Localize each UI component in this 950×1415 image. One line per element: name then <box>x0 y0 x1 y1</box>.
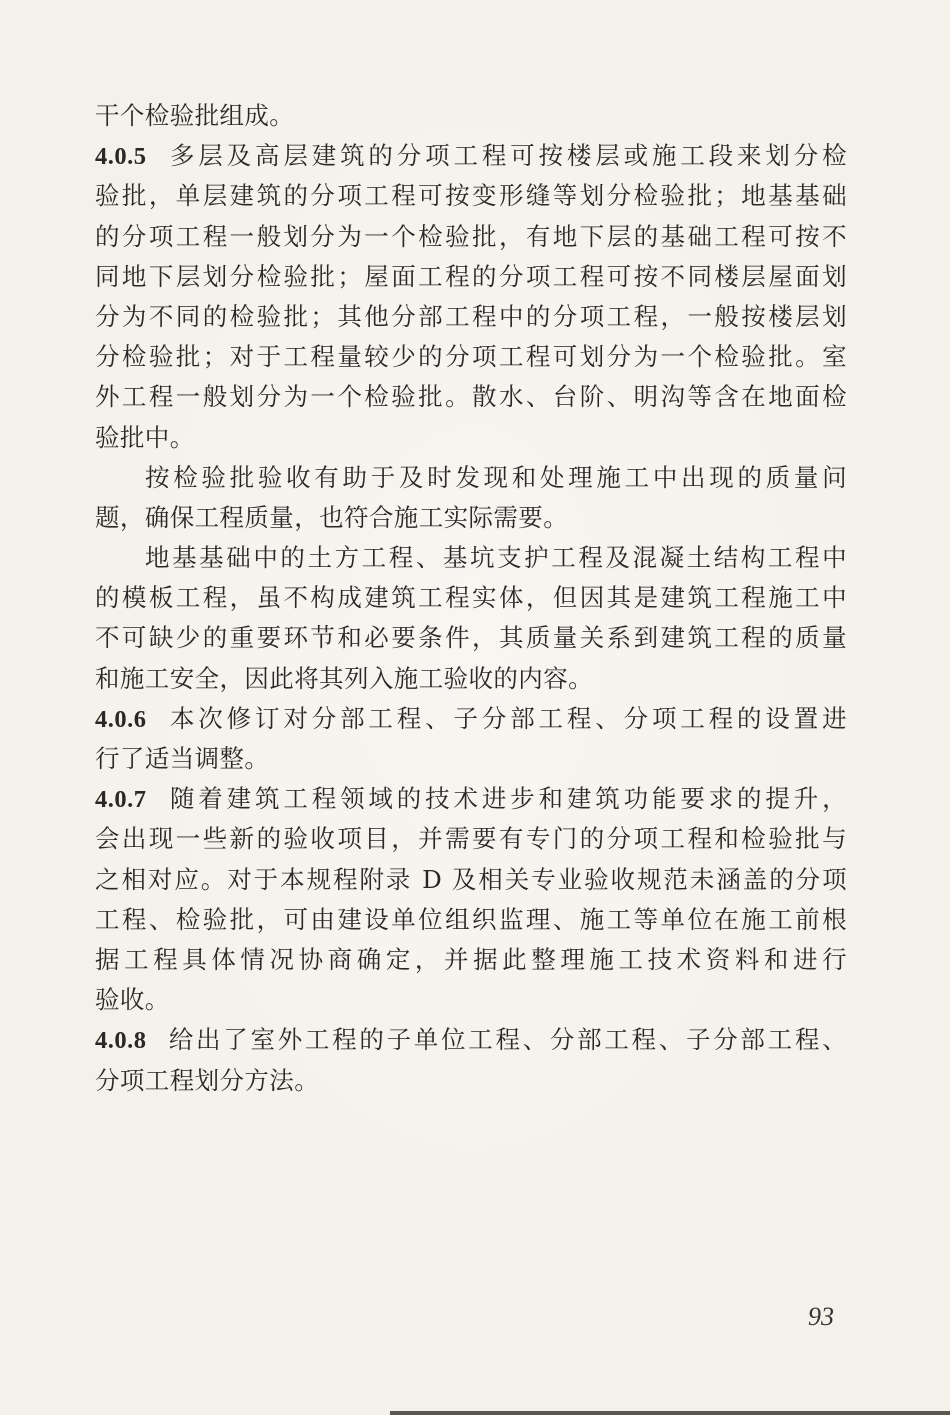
paragraph-first-line: 地基基础中的土方工程、基坑支护工程及混凝土结构工程中 <box>145 543 847 573</box>
body-text <box>95 96 847 1101</box>
text-line: 行了适当调整。 <box>95 744 270 773</box>
clause-number: 4.0.8 <box>95 1027 147 1055</box>
text-line: 工程、检验批，可由建设单位组织监理、施工等单位在施工前根 <box>95 904 847 934</box>
text-line: 干个检验批组成。 <box>95 101 295 130</box>
text-line: 的分项工程一般划分为一个检验批，有地下层的基础工程可按不 <box>95 221 847 251</box>
page-number: 93 <box>808 1302 834 1331</box>
clause-4-0-8-heading <box>95 1020 847 1060</box>
clause-4-0-5-heading <box>95 136 847 176</box>
text-line: 验批，单层建筑的分项工程可按变形缝等划分检验批；地基基础 <box>95 181 847 211</box>
clause-number: 4.0.5 <box>95 143 147 171</box>
clause-number: 4.0.6 <box>95 705 147 733</box>
text-line: 本次修订对分部工程、子分部工程、分项工程的设置进 <box>166 703 847 733</box>
text-line: 分为不同的检验批；其他分部工程中的分项工程，一般按楼层划 <box>95 301 847 331</box>
text-line: 验收。 <box>95 985 170 1015</box>
text-line: 随着建筑工程领域的技术进步和建筑功能要求的提升， <box>166 784 847 814</box>
text-line: 之相对应。对于本规程附录 D 及相关专业验收规范未涵盖的分项 <box>95 864 847 894</box>
text-line: 不可缺少的重要环节和必要条件，其质量关系到建筑工程的质量 <box>95 623 847 653</box>
clause-number: 4.0.7 <box>95 786 147 814</box>
text-line: 验批中。 <box>95 422 195 452</box>
text-line: 会出现一些新的验收项目，并需要有专门的分项工程和检验批与 <box>95 824 847 854</box>
text-line: 的模板工程，虽不构成建筑工程实体，但因其是建筑工程施工中 <box>95 583 847 613</box>
text-line: 据工程具体情况协商确定，并据此整理施工技术资料和进行 <box>95 944 847 974</box>
text-line: 同地下层划分检验批；屋面工程的分项工程可按不同楼层屋面划 <box>95 261 847 291</box>
text-line: 外工程一般划分为一个检验批。散水、台阶、明沟等含在地面检 <box>95 382 847 412</box>
text-line: 给出了室外工程的子单位工程、分部工程、子分部工程、 <box>166 1025 847 1055</box>
clause-4-0-7-heading <box>95 779 847 819</box>
text-line: 题，确保工程质量，也符合施工实际需要。 <box>95 502 569 532</box>
page-bottom-edge <box>390 1411 950 1415</box>
clause-4-0-6-heading <box>95 699 847 739</box>
text-line: 分项工程划分方法。 <box>95 1065 320 1095</box>
text-line: 多层及高层建筑的分项工程可按楼层或施工段来划分检 <box>166 141 847 171</box>
paragraph-first-line: 按检验批验收有助于及时发现和处理施工中出现的质量问 <box>145 462 847 492</box>
text-line: 和施工安全，因此将其列入施工验收的内容。 <box>95 663 593 693</box>
text-line: 分检验批；对于工程量较少的分项工程可划分为一个检验批。室 <box>95 342 847 372</box>
